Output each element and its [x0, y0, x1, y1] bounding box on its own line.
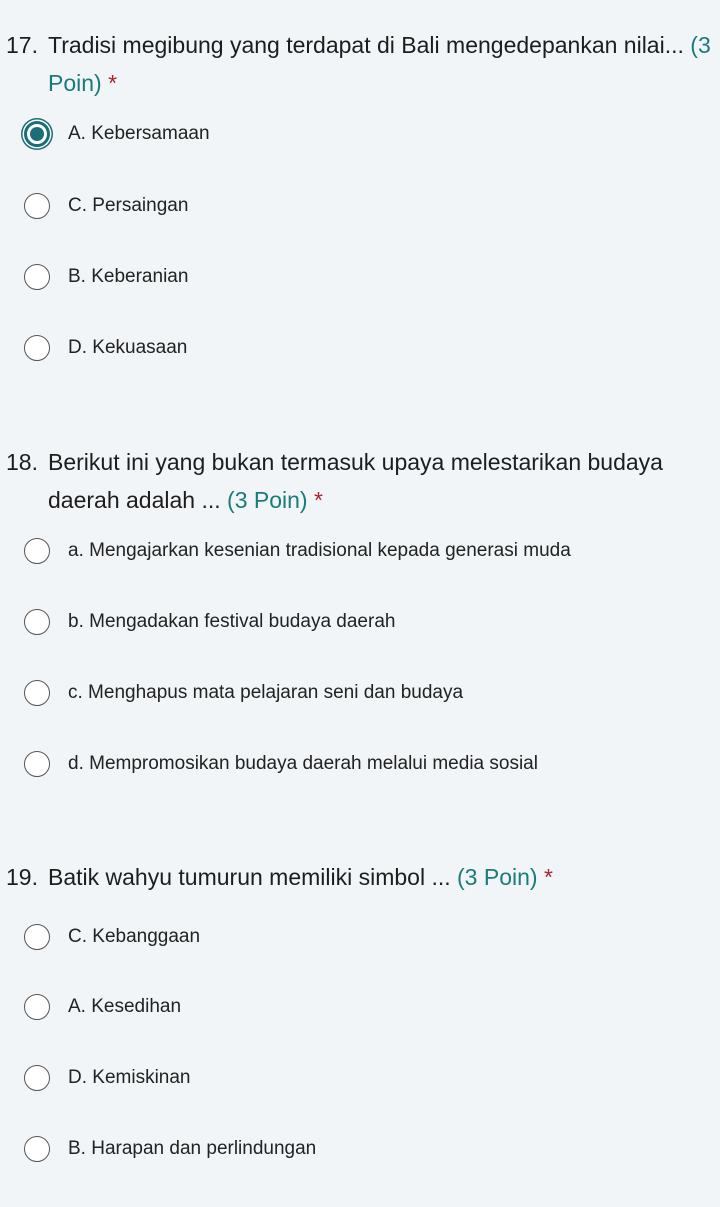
option-label: d. Mempromosikan budaya daerah melalui media sosial [68, 753, 538, 774]
radio-selected-icon[interactable] [24, 121, 50, 147]
question-points: (3 Poin) [457, 864, 538, 890]
required-marker: * [108, 70, 118, 96]
question-17 [0, 26, 720, 102]
radio-icon[interactable] [24, 264, 50, 290]
question-18 [0, 443, 720, 519]
option-label: D. Kemiskinan [68, 1067, 191, 1088]
option-19-c[interactable] [24, 917, 200, 957]
question-text: Batik wahyu tumurun memiliki simbol ... [48, 864, 451, 890]
option-19-a[interactable] [24, 987, 181, 1027]
option-17-c[interactable] [24, 186, 188, 226]
question-19 [0, 858, 720, 896]
option-label: b. Mengadakan festival budaya daerah [68, 611, 396, 632]
option-label: c. Menghapus mata pelajaran seni dan budaya [68, 682, 464, 703]
question-points: (3 Poin) [48, 32, 711, 96]
required-marker: * [313, 487, 323, 513]
radio-icon[interactable] [24, 609, 50, 635]
option-19-d[interactable] [24, 1058, 191, 1098]
radio-icon[interactable] [24, 1065, 50, 1091]
question-number: 17. [6, 32, 38, 58]
option-label: C. Persaingan [68, 195, 189, 216]
radio-icon[interactable] [24, 1136, 50, 1162]
question-title [0, 26, 720, 102]
radio-icon[interactable] [24, 193, 50, 219]
option-label: D. Kekuasaan [68, 337, 188, 358]
option-18-b[interactable] [24, 602, 395, 642]
option-label: B. Keberanian [68, 266, 189, 287]
radio-icon[interactable] [24, 538, 50, 564]
question-title [0, 443, 720, 519]
option-17-d[interactable] [24, 328, 187, 368]
option-18-c[interactable] [24, 673, 463, 713]
option-label: A. Kebersamaan [68, 123, 210, 144]
radio-icon[interactable] [24, 751, 50, 777]
option-label: C. Kebanggaan [68, 926, 201, 947]
question-number: 18. [6, 449, 38, 475]
question-title [0, 858, 720, 896]
question-text: Berikut ini yang bukan termasuk upaya melestarikan budaya daerah adalah ... [48, 449, 663, 513]
option-19-b[interactable] [24, 1129, 316, 1169]
radio-icon[interactable] [24, 994, 50, 1020]
option-label: a. Mengajarkan kesenian tradisional kepada generasi muda [68, 540, 571, 561]
option-17-a[interactable] [24, 114, 210, 154]
required-marker: * [543, 864, 553, 890]
question-text: Tradisi megibung yang terdapat di Bali mengedepankan nilai... [48, 32, 684, 58]
option-18-a[interactable] [24, 531, 571, 571]
radio-icon[interactable] [24, 924, 50, 950]
option-18-d[interactable] [24, 744, 538, 784]
option-17-b[interactable] [24, 257, 188, 297]
option-label: B. Harapan dan perlindungan [68, 1138, 317, 1159]
radio-icon[interactable] [24, 335, 50, 361]
question-number: 19. [6, 864, 38, 890]
radio-icon[interactable] [24, 680, 50, 706]
question-points: (3 Poin) [227, 487, 308, 513]
option-label: A. Kesedihan [68, 996, 182, 1017]
